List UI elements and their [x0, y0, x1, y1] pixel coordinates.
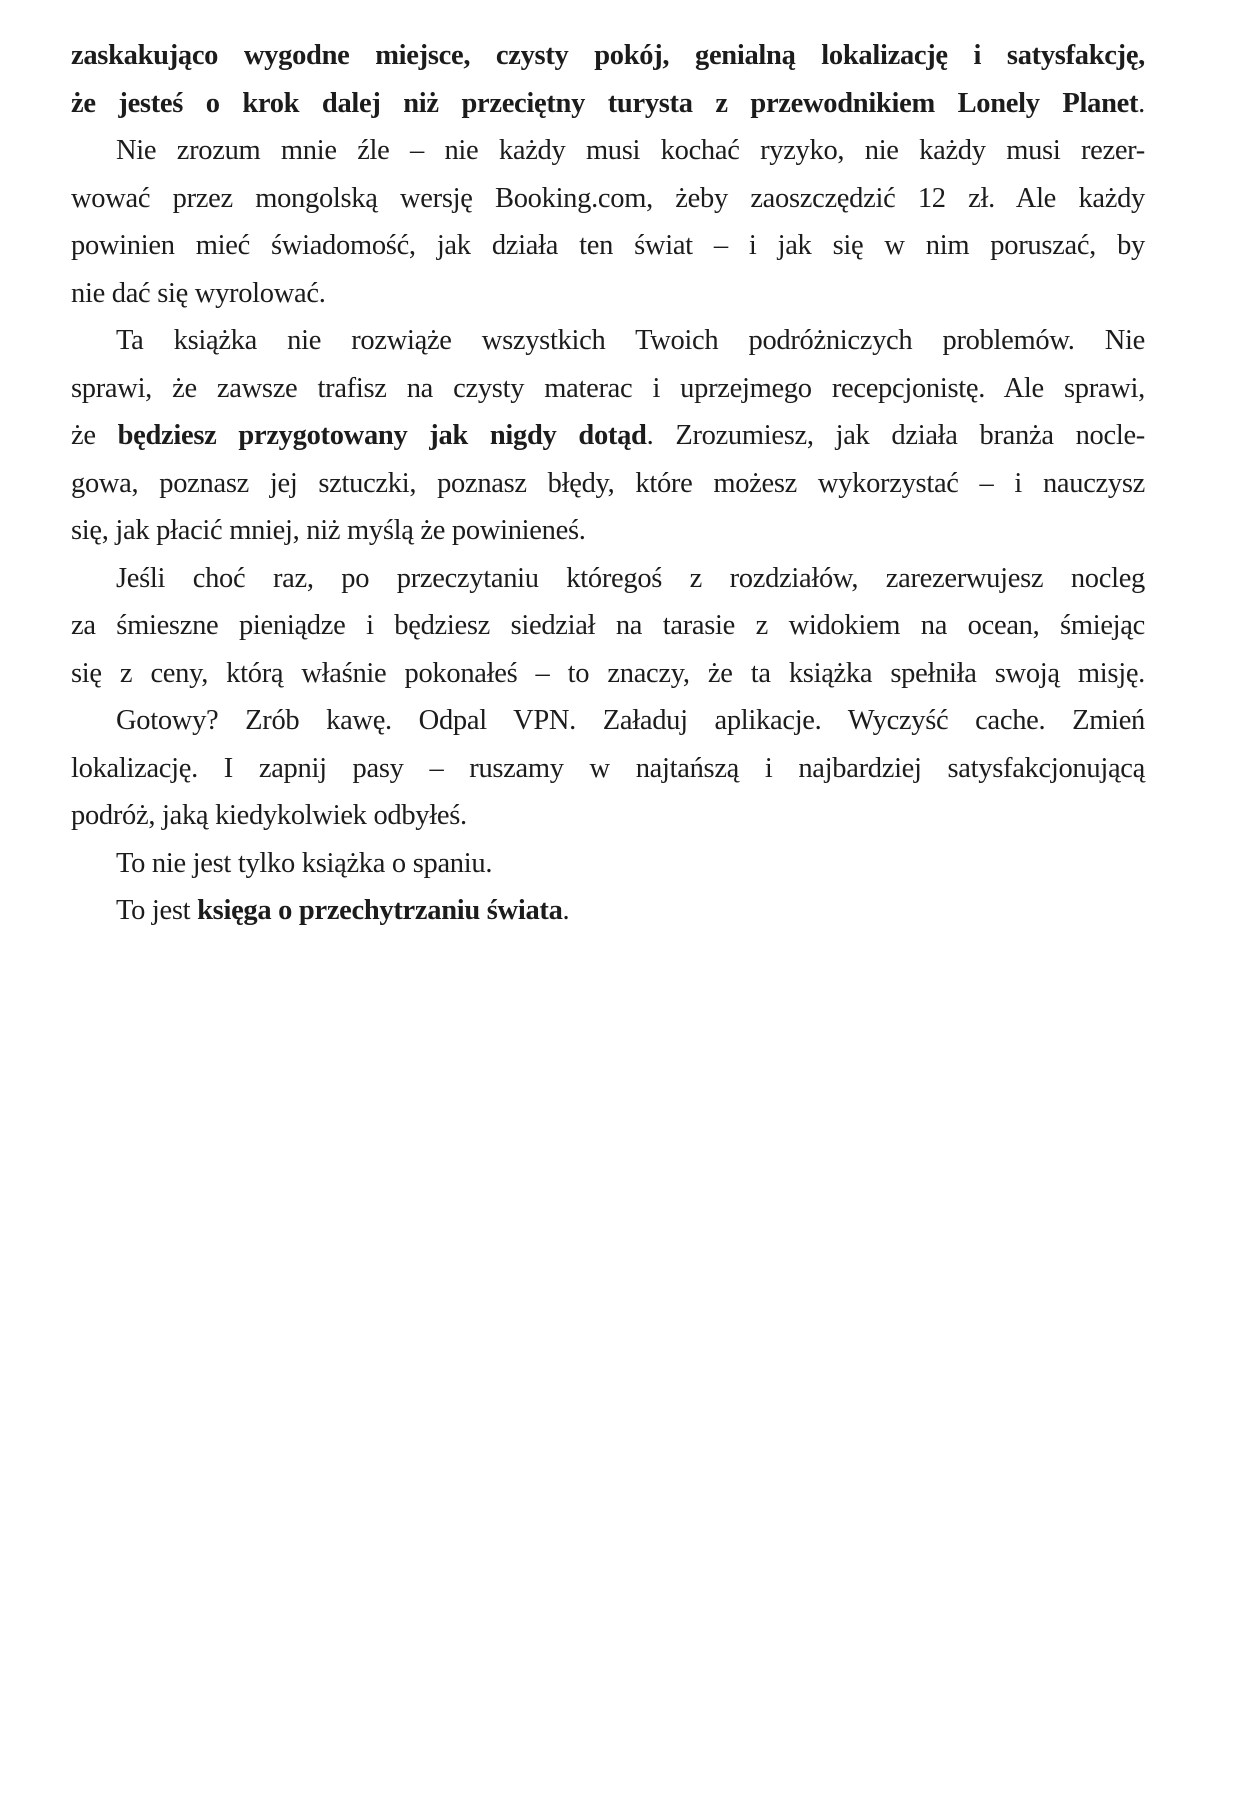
text-line	[71, 222, 1145, 270]
text-line	[71, 412, 1145, 460]
text-line	[71, 507, 1145, 555]
text-line	[71, 80, 1145, 128]
bold-text-segment: księga o przechytrzaniu świata	[197, 895, 563, 926]
text-line	[71, 32, 1145, 80]
text-segment: .	[562, 895, 570, 926]
text-line	[71, 555, 1145, 603]
text-line	[71, 460, 1145, 508]
text-segment: że	[71, 420, 118, 451]
text-line	[71, 792, 1145, 840]
body-text	[71, 32, 1145, 935]
bold-text-segment: że jesteś o krok dalej niż przeciętny turysta z przewodnikiem Lonely Planet	[71, 87, 1139, 119]
text-segment: gowa, poznasz jej sztuczki, poznasz błędy, które możesz wykorzystać – i nauczysz	[71, 467, 1145, 499]
text-segment: się z ceny, którą właśnie pokonałeś – to znaczy, że ta książka spełniła swoją misję.	[71, 657, 1145, 689]
text-line	[71, 650, 1145, 698]
text-line	[71, 840, 1145, 888]
text-segment: Jeśli choć raz, po przeczytaniu któregoś z rozdziałów, zarezerwujesz nocleg	[116, 562, 1145, 594]
text-segment: powinien mieć świadomość, jak działa ten świat – i jak się w nim poruszać, by	[71, 230, 1145, 261]
text-line	[71, 127, 1145, 175]
text-line	[71, 887, 1145, 935]
text-segment: To nie jest tylko książka o spaniu.	[116, 847, 493, 879]
text-segment: Ta książka nie rozwiąże wszystkich Twoich podróżniczych problemów. Nie	[116, 325, 1145, 356]
text-segment: wować przez mongolską wersję Booking.com, żeby zaoszczędzić 12 zł. Ale każdy	[71, 182, 1145, 214]
text-line	[71, 365, 1145, 413]
text-line	[71, 175, 1145, 223]
text-line	[71, 602, 1145, 650]
text-segment: Nie zrozum mnie źle – nie każdy musi kochać ryzyko, nie każdy musi rezer-	[116, 135, 1145, 166]
text-segment: .	[1138, 87, 1145, 119]
text-segment: lokalizację. I zapnij pasy – ruszamy w najtańszą i najbardziej satysfakcjonującą	[71, 752, 1145, 784]
text-line	[71, 745, 1145, 793]
text-segment: . Zrozumiesz, jak działa branża nocle-	[646, 420, 1145, 451]
text-segment: nie dać się wyrolować.	[71, 277, 326, 309]
text-line	[71, 270, 1145, 318]
text-line	[71, 697, 1145, 745]
text-segment: To jest	[116, 895, 198, 926]
bold-text-segment: będziesz przygotowany jak nigdy dotąd	[117, 420, 647, 451]
text-segment: za śmieszne pieniądze i będziesz siedział na tarasie z widokiem na ocean, śmiejąc	[71, 610, 1145, 641]
text-line	[71, 317, 1145, 365]
text-segment: podróż, jaką kiedykolwiek odbyłeś.	[71, 800, 467, 831]
text-segment: się, jak płacić mniej, niż myślą że powinieneś.	[71, 515, 586, 546]
text-segment: Gotowy? Zrób kawę. Odpal VPN. Załaduj aplikacje. Wyczyść cache. Zmień	[116, 705, 1145, 736]
text-segment: sprawi, że zawsze trafisz na czysty materac i uprzejmego recepcjonistę. Ale sprawi,	[71, 372, 1145, 404]
bold-text-segment: zaskakująco wygodne miejsce, czysty pokój, genialną lokalizację i satysfakcję,	[71, 40, 1145, 71]
